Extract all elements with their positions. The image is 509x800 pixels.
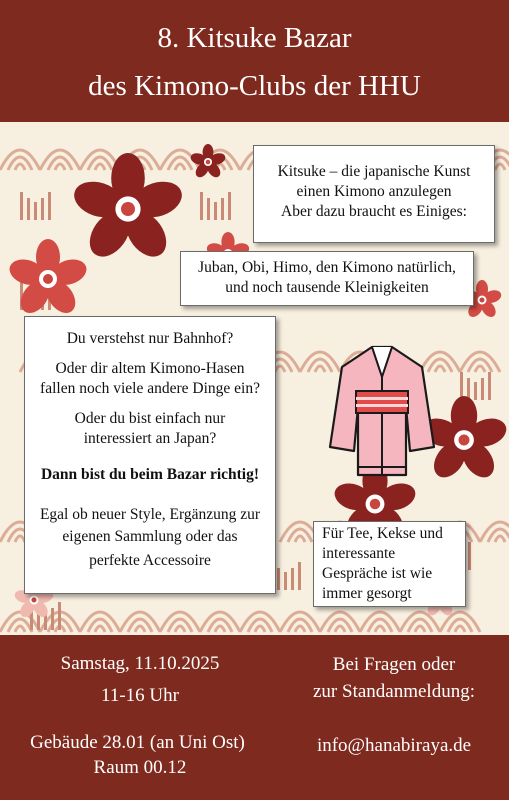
- questions-line-2: zur Standanmeldung:: [313, 681, 475, 702]
- questions-line-1: Bei Fragen oder: [332, 654, 456, 675]
- question-2b: fallen noch viele andere Dinge ein?: [40, 380, 260, 397]
- items-box: [180, 251, 474, 306]
- tea-line-3: Gespräche ist wie: [322, 565, 433, 582]
- tea-line-2: interessante: [322, 545, 396, 562]
- event-time: 11-16 Uhr: [101, 685, 179, 706]
- event-title: 8. Kitsuke Bazar: [157, 22, 352, 54]
- intro-line-3: Aber dazu braucht es Einiges:: [281, 203, 467, 220]
- tea-line-4: immer gesorgt: [322, 585, 412, 602]
- items-line-2: und noch tausende Kleinigkeiten: [225, 279, 429, 296]
- intro-line-2: einen Kimono anzulegen: [296, 183, 452, 200]
- question-3a: Oder du bist einfach nur: [74, 410, 226, 427]
- style-line-1: Egal ob neuer Style, Ergänzung zur: [39, 506, 261, 523]
- question-3b: interessiert an Japan?: [83, 430, 217, 447]
- contact-email: info@hanabiraya.de: [316, 735, 472, 756]
- style-line-2: eigenen Sammlung oder das: [62, 528, 238, 545]
- decorative-panel: [0, 122, 509, 635]
- event-building: Gebäude 28.01 (an Uni Ost): [30, 732, 245, 753]
- event-info-footer: [0, 635, 509, 800]
- event-subtitle: des Kimono-Clubs der HHU: [88, 70, 421, 102]
- tea-line-1: Für Tee, Kekse und: [322, 525, 443, 542]
- intro-box: [253, 145, 495, 243]
- question-1: Du verstehst nur Bahnhof?: [66, 330, 234, 347]
- info-box: [24, 316, 276, 594]
- tea-box: [313, 521, 466, 607]
- call-to-action: Dann bist du beim Bazar richtig!: [40, 466, 260, 483]
- intro-line-1: Kitsuke – die japanische Kunst: [277, 163, 471, 180]
- event-date: Samstag, 11.10.2025: [60, 653, 220, 674]
- style-line-3: perfekte Accessoire: [89, 552, 211, 569]
- title-banner: [0, 0, 509, 122]
- kimono-icon: [330, 347, 434, 475]
- event-room: Raum 00.12: [93, 757, 187, 778]
- items-line-1: Juban, Obi, Himo, den Kimono natürlich,: [198, 259, 456, 276]
- question-2a: Oder dir altem Kimono-Hasen: [55, 360, 245, 377]
